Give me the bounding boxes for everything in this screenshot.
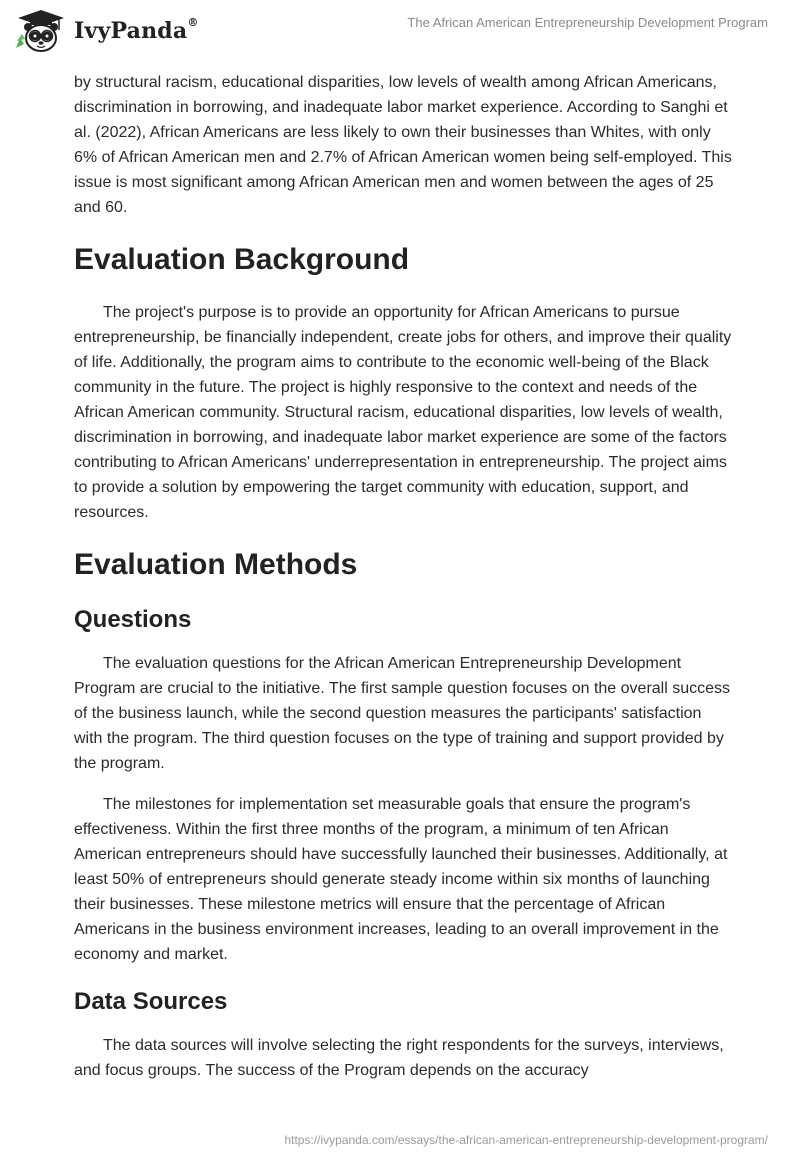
section-heading-evaluation-background: Evaluation Background (74, 243, 410, 276)
brand-logo[interactable] (14, 8, 199, 54)
brand-name: IvyPanda® (74, 16, 199, 44)
intro-paragraph: by structural racism, educational disparities, low levels of wealth among African Americans, discrimination in borrowing, and inadequate labor market experience. According to Sanghi et al. (2022), African Americans are less likely to own their businesses than Whites, with only 6% of African American men and 2.7% of African American women being self-employed. This issue is most significant among African American men and women between the ages of 25 and 60. (74, 74, 732, 216)
section-heading-evaluation-methods: Evaluation Methods (74, 548, 358, 581)
source-url[interactable]: https://ivypanda.com/essays/the-african-american-entrepreneurship-development-program/ (284, 1133, 768, 1147)
questions-paragraph-1: The evaluation questions for the African American Entrepreneurship Development Program are crucial to the initiative. The first sample question focuses on the overall success of the business launch, while the second question measures the participants' satisfaction with the program. The third question focuses on the type of training and support provided by the program. (74, 655, 731, 772)
evaluation-background-paragraph: The project's purpose is to provide an opportunity for African Americans to pursue entrepreneurship, be financially independent, create jobs for others, and improve their quality of life. Additionally, the program aims to contribute to the economic well-being of the Black community in the future. The project is highly responsive to the context and needs of the African American community. Structural racism, educational disparities, low levels of wealth, discrimination in borrowing, and inadequate labor market experience are some of the factors contributing to African Americans' underrepresentation in entrepreneurship. The project aims to provide a solution by empowering the target community with education, support, and resources. (74, 304, 732, 521)
essay-body (74, 70, 734, 1099)
page-header (0, 0, 800, 66)
subsection-heading-data-sources: Data Sources (74, 988, 228, 1015)
data-sources-paragraph: The data sources will involve selecting the right respondents for the surveys, interviews, and focus groups. The success of the Program depends on the accuracy (74, 1037, 724, 1079)
questions-paragraph-2: The milestones for implementation set measurable goals that ensure the program's effectiveness. Within the first three months of the program, a minimum of ten African American entrepreneurs should have successfully launched their businesses. Additionally, at least 50% of entrepreneurs should generate steady income within six months of launching their businesses. These milestone metrics will ensure that the percentage of African Americans in the business environment increases, leading to an overall improvement in the economy and market. (74, 796, 728, 963)
document-title: The African American Entrepreneurship Development Program (407, 15, 768, 30)
panda-graduation-cap-icon (14, 8, 68, 54)
subsection-heading-questions: Questions (74, 606, 192, 633)
